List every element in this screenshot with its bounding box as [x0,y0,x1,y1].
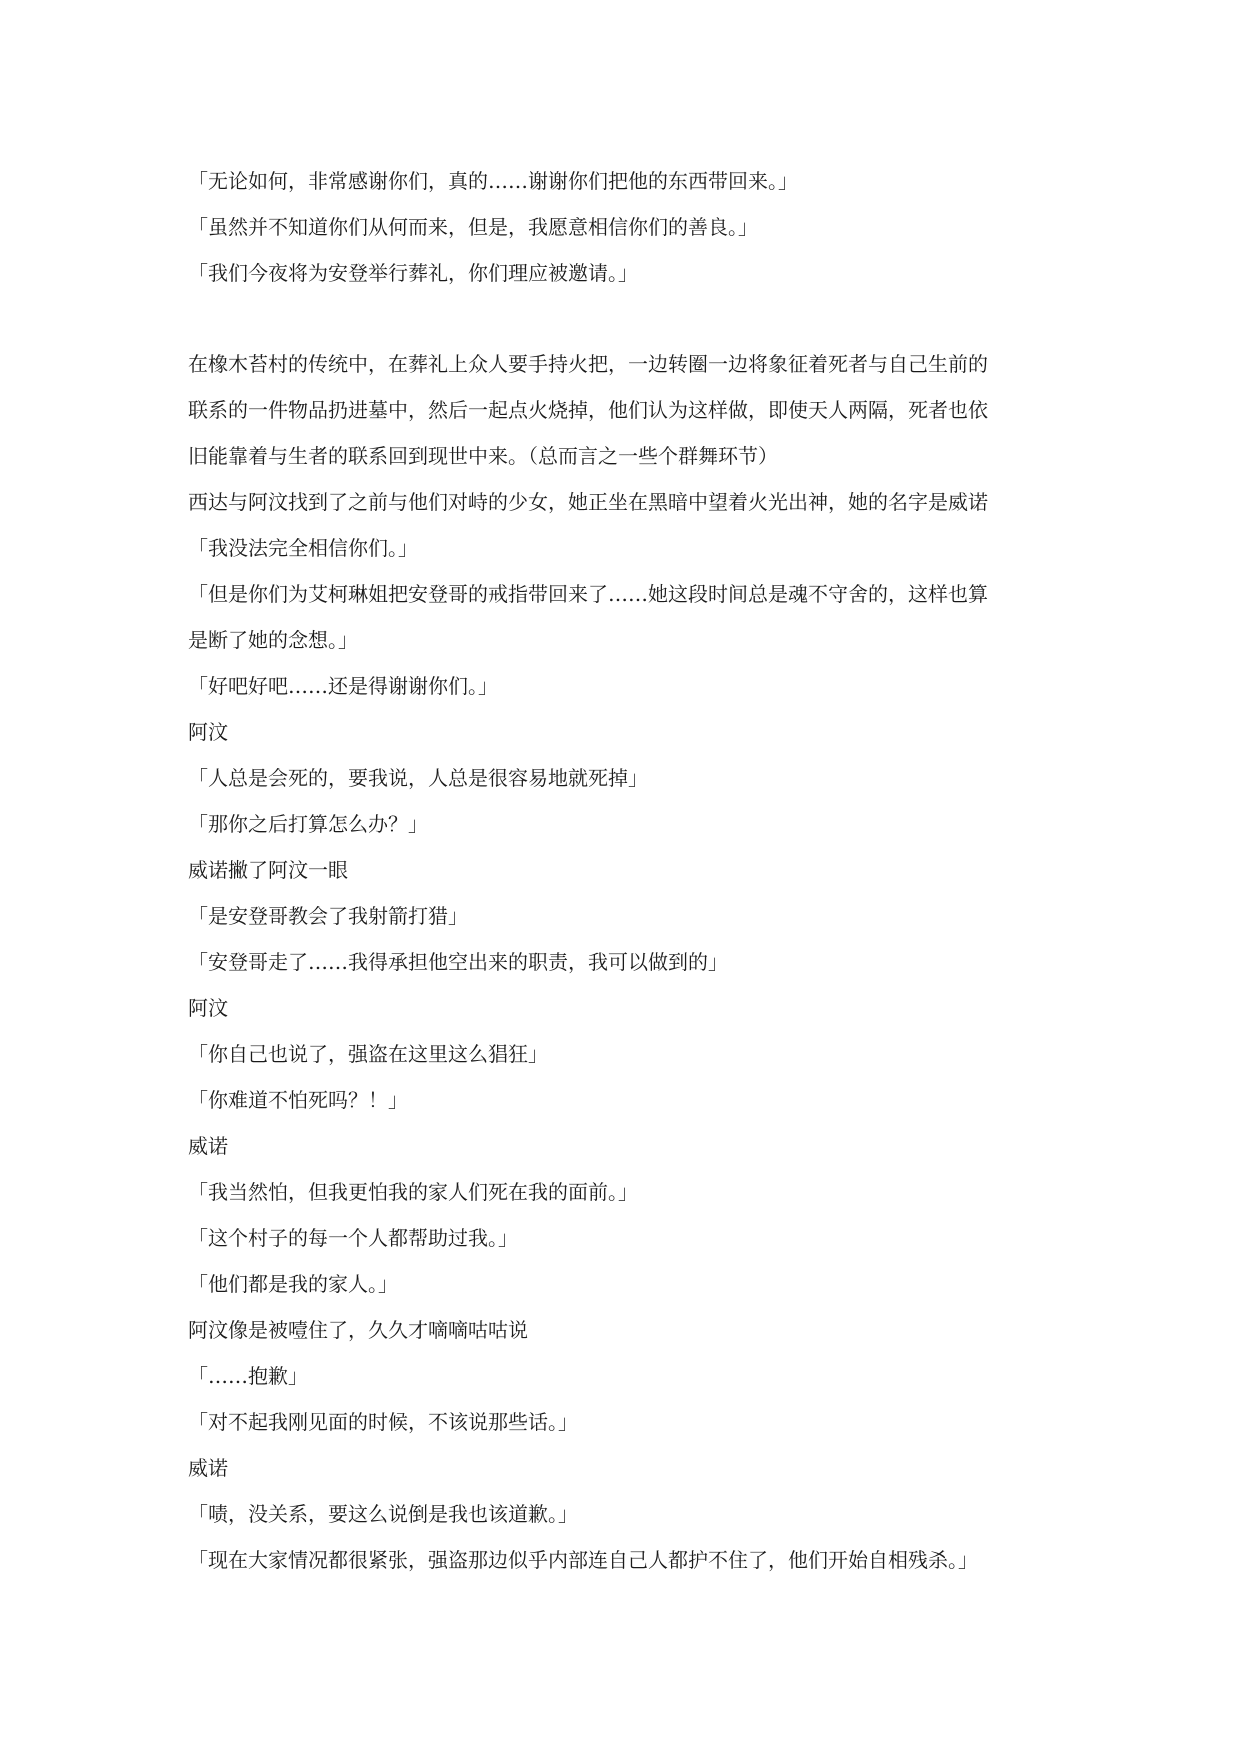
dialogue-line: 「无论如何，非常感谢你们，真的……谢谢你们把他的东西带回来。」 [188,169,798,193]
main-text [188,341,1068,1583]
dialogue-line: 「现在大家情况都很紧张，强盗那边似乎内部连自己人都护不住了，他们开始自相残杀。」 [188,1548,978,1572]
dialogue-line: 「人总是会死的，要我说，人总是很容易地就死掉」 [188,766,648,790]
dialogue-line: 「……抱歉」 [188,1364,308,1388]
speaker-name: 阿汶 [188,996,228,1020]
narration-line: 威诺撇了阿汶一眼 [188,858,348,882]
speaker-name: 威诺 [188,1456,228,1480]
dialogue-line: 「你难道不怕死吗？！」 [188,1088,408,1112]
dialogue-line: 「他们都是我的家人。」 [188,1272,398,1296]
dialogue-line: 「这个村子的每一个人都帮助过我。」 [188,1226,518,1250]
narration-line: 西达与阿汶找到了之前与他们对峙的少女，她正坐在黑暗中望着火光出神，她的名字是威诺 [188,490,988,514]
dialogue-line: 「我当然怕，但我更怕我的家人们死在我的面前。」 [188,1180,638,1204]
dialogue-line: 「你自己也说了，强盗在这里这么猖狂」 [188,1042,548,1066]
opening-dialogue [188,158,1068,296]
dialogue-line: 「安登哥走了……我得承担他空出来的职责，我可以做到的」 [188,950,728,974]
dialogue-paragraph-line: 是断了她的念想。」 [188,628,358,652]
dialogue-line: 「是安登哥教会了我射箭打猎」 [188,904,468,928]
dialogue-line: 「那你之后打算怎么办？」 [188,812,428,836]
tradition-paragraph-line: 旧能靠着与生者的联系回到现世中来。（总而言之一些个群舞环节） [188,444,778,468]
dialogue-line: 「虽然并不知道你们从何而来，但是，我愿意相信你们的善良。」 [188,215,758,239]
dialogue-paragraph-line: 「但是你们为艾柯琳姐把安登哥的戒指带回来了……她这段时间总是魂不守舍的，这样也算 [188,582,988,606]
tradition-paragraph-line: 联系的一件物品扔进墓中，然后一起点火烧掉，他们认为这样做，即使天人两隔，死者也依 [188,398,988,422]
dialogue-line: 「我们今夜将为安登举行葬礼，你们理应被邀请。」 [188,261,638,285]
dialogue-line: 「啧，没关系，要这么说倒是我也该道歉。」 [188,1502,578,1526]
dialogue-line: 「我没法完全相信你们。」 [188,536,418,560]
speaker-name: 阿汶 [188,720,228,744]
dialogue-line: 「对不起我刚见面的时候，不该说那些话。」 [188,1410,578,1434]
dialogue-line: 「好吧好吧……还是得谢谢你们。」 [188,674,498,698]
narration-line: 阿汶像是被噎住了，久久才嘀嘀咕咕说 [188,1318,528,1342]
speaker-name: 威诺 [188,1134,228,1158]
tradition-paragraph-line: 在橡木苔村的传统中，在葬礼上众人要手持火把，一边转圈一边将象征着死者与自己生前的 [188,352,988,376]
